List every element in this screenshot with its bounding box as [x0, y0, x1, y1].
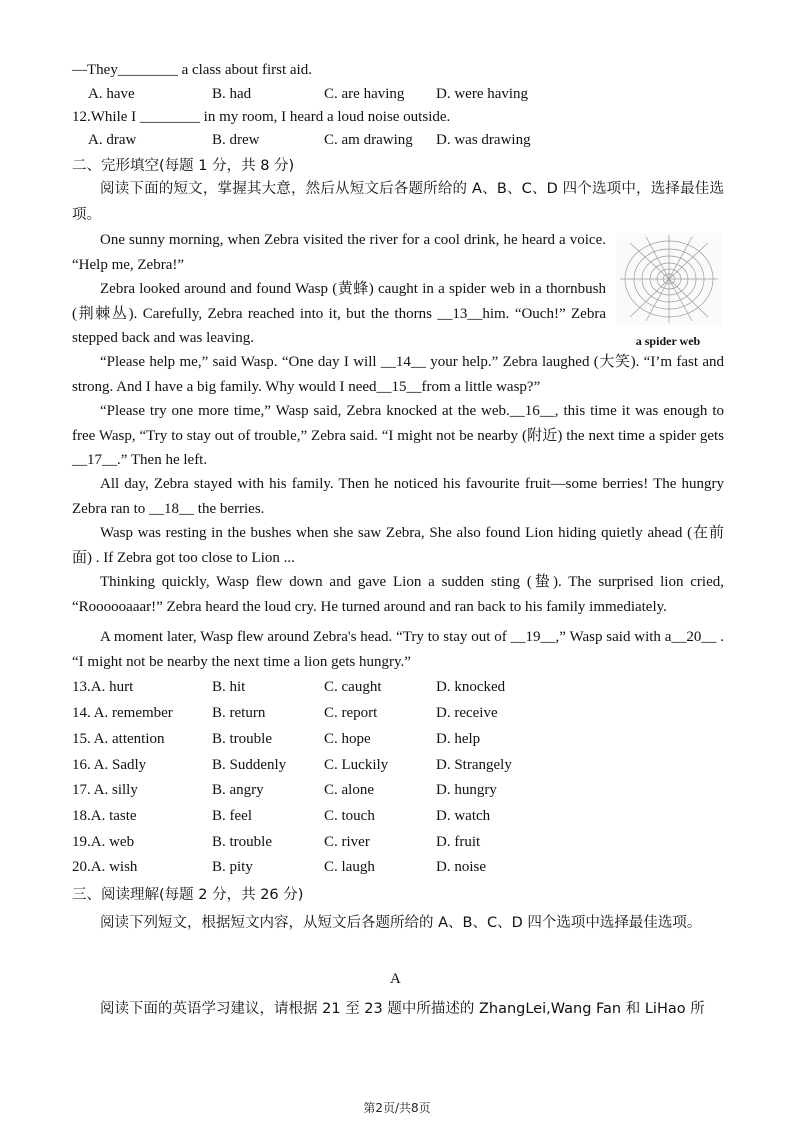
- section3-instruction: 阅读下列短文，根据短文内容，从短文后各题所给的 A、B、C、D 四个选项中选择最佳选项。: [100, 915, 702, 931]
- cloze-options-14: [72, 703, 732, 723]
- option-d: D. knocked: [436, 679, 506, 695]
- option-b: B. Suddenly: [212, 757, 287, 773]
- section2-instruction: 阅读下面的短文，掌握其大意，然后从短文后各题所给的 A、B、C、D 四个选项中，选择最佳选项。: [72, 181, 724, 223]
- option-d: D. help: [436, 731, 481, 747]
- q11-option-a: A. have: [88, 86, 135, 102]
- option-a: 16. A. Sadly: [72, 757, 147, 773]
- q12-option-b: B. drew: [212, 132, 260, 148]
- passage-paragraph-6: Wasp was resting in the bushes when she saw Zebra, She also found Lion hiding quietly ahead (在前面) . If Zebra got too close to Lion ...: [72, 525, 724, 566]
- option-c: C. river: [324, 834, 370, 850]
- option-a: 13.A. hurt: [72, 679, 134, 695]
- q12-option-c: C. am drawing: [324, 132, 413, 148]
- passage-paragraph-4: “Please try one more time,” Wasp said, Zebra knocked at the web.__16__, this time it was enough to free Wasp, “Try to stay out of trouble,” Zebra said. “I might not be nearby (附近) the next time a spider gets __17__.” Then he left.: [72, 403, 724, 468]
- option-d: D. receive: [436, 705, 498, 721]
- q11-options: [72, 84, 732, 104]
- option-a: 15. A. attention: [72, 731, 165, 747]
- option-c: C. touch: [324, 808, 375, 824]
- option-c: C. laugh: [324, 859, 375, 875]
- cloze-options-15: [72, 729, 732, 749]
- q12-option-a: A. draw: [88, 132, 137, 148]
- option-d: D. watch: [436, 808, 491, 824]
- cloze-options-19: [72, 832, 732, 852]
- q11-stem: —They________ a class about first aid.: [72, 62, 312, 78]
- cloze-options-13: [72, 677, 732, 697]
- option-c: C. report: [324, 705, 378, 721]
- passage-paragraph-1: One sunny morning, when Zebra visited the river for a cool drink, he heard a voice. “Help me, Zebra!”: [72, 232, 606, 273]
- option-b: B. trouble: [212, 834, 272, 850]
- option-d: D. Strangely: [436, 757, 512, 773]
- q12-option-d: D. was drawing: [436, 132, 531, 148]
- q12-options: [72, 130, 732, 150]
- option-b: B. pity: [212, 859, 253, 875]
- section3-heading: 三、阅读理解(每题 2 分，共 26 分): [72, 887, 304, 903]
- section2-heading: 二、完形填空(每题 1 分，共 8 分): [72, 158, 295, 174]
- option-b: B. trouble: [212, 731, 272, 747]
- option-c: C. hope: [324, 731, 371, 747]
- passage-paragraph-3: “Please help me,” said Wasp. “One day I will __14__ your help.” Zebra laughed (大笑). “I’m fast and strong. And I have a big family. Why would I need__15__from a little wasp?”: [72, 354, 724, 395]
- option-d: D. hungry: [436, 782, 497, 798]
- passage-paragraph-8: A moment later, Wasp flew around Zebra's head. “Try to stay out of __19__,” Wasp said with a__20__ . “I might not be nearby the next time a lion gets hungry.”: [72, 629, 724, 670]
- option-b: B. return: [212, 705, 266, 721]
- cloze-options-18: [72, 806, 732, 826]
- option-d: D. noise: [436, 859, 486, 875]
- cloze-options-17: [72, 780, 732, 800]
- option-c: C. Luckily: [324, 757, 389, 773]
- option-a: 18.A. taste: [72, 808, 137, 824]
- option-c: C. alone: [324, 782, 374, 798]
- page-number: 第2页/共8页: [363, 1101, 431, 1115]
- spider-web-image: [616, 233, 722, 325]
- option-a: 14. A. remember: [72, 705, 173, 721]
- figure-caption: a spider web: [635, 334, 701, 348]
- cloze-options-16: [72, 755, 732, 775]
- q11-option-c: C. are having: [324, 86, 405, 102]
- option-c: C. caught: [324, 679, 382, 695]
- option-b: B. angry: [212, 782, 264, 798]
- q11-option-d: D. were having: [436, 86, 529, 102]
- passage-paragraph-5: All day, Zebra stayed with his family. Then he noticed his favourite fruit—some berries! The hungry Zebra ran to __18__ the berries.: [72, 476, 724, 517]
- cloze-options-20: [72, 857, 732, 877]
- option-b: B. hit: [212, 679, 246, 695]
- option-d: D. fruit: [436, 834, 481, 850]
- passage-paragraph-7: Thinking quickly, Wasp flew down and gave Lion a sudden sting (蛰). The surprised lion cried, “Roooooaaar!” Zebra heard the loud cry. He turned around and ran back to his family immediately.: [72, 574, 724, 615]
- part-a-intro: 阅读下面的英语学习建议，请根据 21 至 23 题中所描述的 ZhangLei,Wang Fan 和 LiHao 所: [100, 1001, 705, 1017]
- option-a: 19.A. web: [72, 834, 135, 850]
- passage-paragraph-2: Zebra looked around and found Wasp (黄蜂) caught in a spider web in a thornbush (荆棘丛). Carefully, Zebra reached into it, but the thorns __13__him. “Ouch!” Zebra stepped back and was leaving.: [72, 281, 606, 346]
- q11-option-b: B. had: [212, 86, 252, 102]
- option-a: 20.A. wish: [72, 859, 138, 875]
- part-a-label: A: [390, 971, 401, 987]
- option-b: B. feel: [212, 808, 252, 824]
- q12-stem: 12.While I ________ in my room, I heard a loud noise outside.: [72, 109, 451, 125]
- option-a: 17. A. silly: [72, 782, 138, 798]
